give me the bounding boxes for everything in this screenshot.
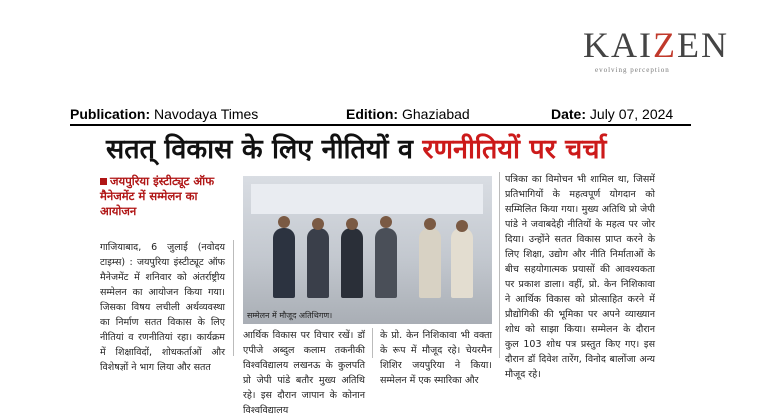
publication-meta: [70, 106, 258, 122]
column-divider: [499, 172, 500, 358]
header-rule: [70, 124, 691, 126]
bullet-icon: [100, 178, 107, 185]
article-column-1: गाजियाबाद, 6 जुलाई (नवोदय टाइम्स) : जयपुरिया इंस्टीट्यूट ऑफ मैनेजमेंट में शनिवार को अंतर्राष्ट्रीय सम्मेलन का आयोजन किया गया। जिसका विषय लचीली अर्थव्यवस्था का निर्माण सतत विकास के लिए नीतियां व रणनीतियां रहा। कार्यक्रम में शिक्षाविदों, शोधकर्ताओं और विशेषज्ञों ने भाग लिया और सतत: [100, 242, 225, 373]
person-head: [424, 218, 436, 230]
publication-value: Navodaya Times: [154, 106, 259, 122]
edition-value: Ghaziabad: [402, 106, 470, 122]
news-clipping: [100, 128, 660, 416]
article-column-4: पत्रिका का विमोचन भी शामिल था, जिसमें प्रतिभागियों के महत्वपूर्ण योगदान को सम्मिलित किया गया। मुख्य अतिथि प्रो जेपी पांडे ने जवाबदेही नीतियों के महत्व पर जोर दिया। उन्होंने सतत विकास प्राप्त करने के लिए शिक्षा, उद्योग और नीति निर्माताओं के बीच सहयोगात्मक प्रयासों की आवश्यकता पर प्रकाश डाला। वहीं, प्रो. केन निशिकावा ने आर्थिक विकास को प्रोत्साहित करने में प्रौद्योगिकी की भूमिका पर अपने व्याख्यान शोध को साझा किया। सम्मेलन के दौरान कुल 103 शोध पत्र प्रस्तुत किए गए। इस दौरान डॉ दिवेश तारेंग, विनोद बालोंजा अन्य मौजूद रहे।: [505, 174, 655, 380]
publication-label: Publication:: [70, 106, 151, 122]
person-head: [278, 216, 290, 228]
photo-caption: सम्मेलन में मौजूद अतिथिगण।: [247, 311, 333, 320]
date-label: Date:: [551, 106, 587, 122]
date-value: July 07, 2024: [589, 106, 674, 122]
article-column-3: के प्रो. केन निशिकावा भी वक्ता के रूप में मौजूद रहे। चेयरमैन शिशिर जयपुरिया ने किया। सम्मेलन में एक स्मारिका और: [380, 330, 492, 386]
column-divider: [233, 240, 234, 356]
person-figure: [451, 228, 473, 298]
clipping-headline: सतत् विकास के लिए नीतियों व रणनीतियों पर चर्चा: [106, 134, 607, 165]
logo-tagline: evolving perception: [595, 66, 670, 74]
person-head: [312, 218, 324, 230]
person-head: [380, 216, 392, 228]
person-head: [456, 220, 468, 232]
person-figure: [341, 228, 363, 298]
kaizen-logo: [583, 20, 743, 82]
event-banner: [251, 184, 483, 214]
person-figure: [307, 228, 329, 298]
event-photo: [243, 176, 492, 324]
edition-label: Edition:: [346, 106, 399, 122]
article-column-2: आर्थिक विकास पर विचार रखें। डॉ एपीजे अब्दुल कलाम तकनीकी विश्वविद्यालय लखनऊ के कुलपति प्रो जेपी पांडे बतौर मुख्य अतिथि रहे। इस दौरान जापान के कोनान विश्वविद्यालय: [243, 330, 365, 416]
person-head: [346, 218, 358, 230]
edition-meta: [346, 106, 470, 122]
person-figure: [375, 228, 397, 298]
person-figure: [419, 228, 441, 298]
clipping-subheadline: जयपुरिया इंस्टीट्यूट ऑफ मैनेजमेंट में सम्मेलन का आयोजन: [100, 174, 215, 218]
person-figure: [273, 228, 295, 298]
date-meta: [551, 106, 673, 122]
logo-wordmark: KAIZEN: [583, 25, 729, 65]
column-divider: [372, 328, 373, 358]
